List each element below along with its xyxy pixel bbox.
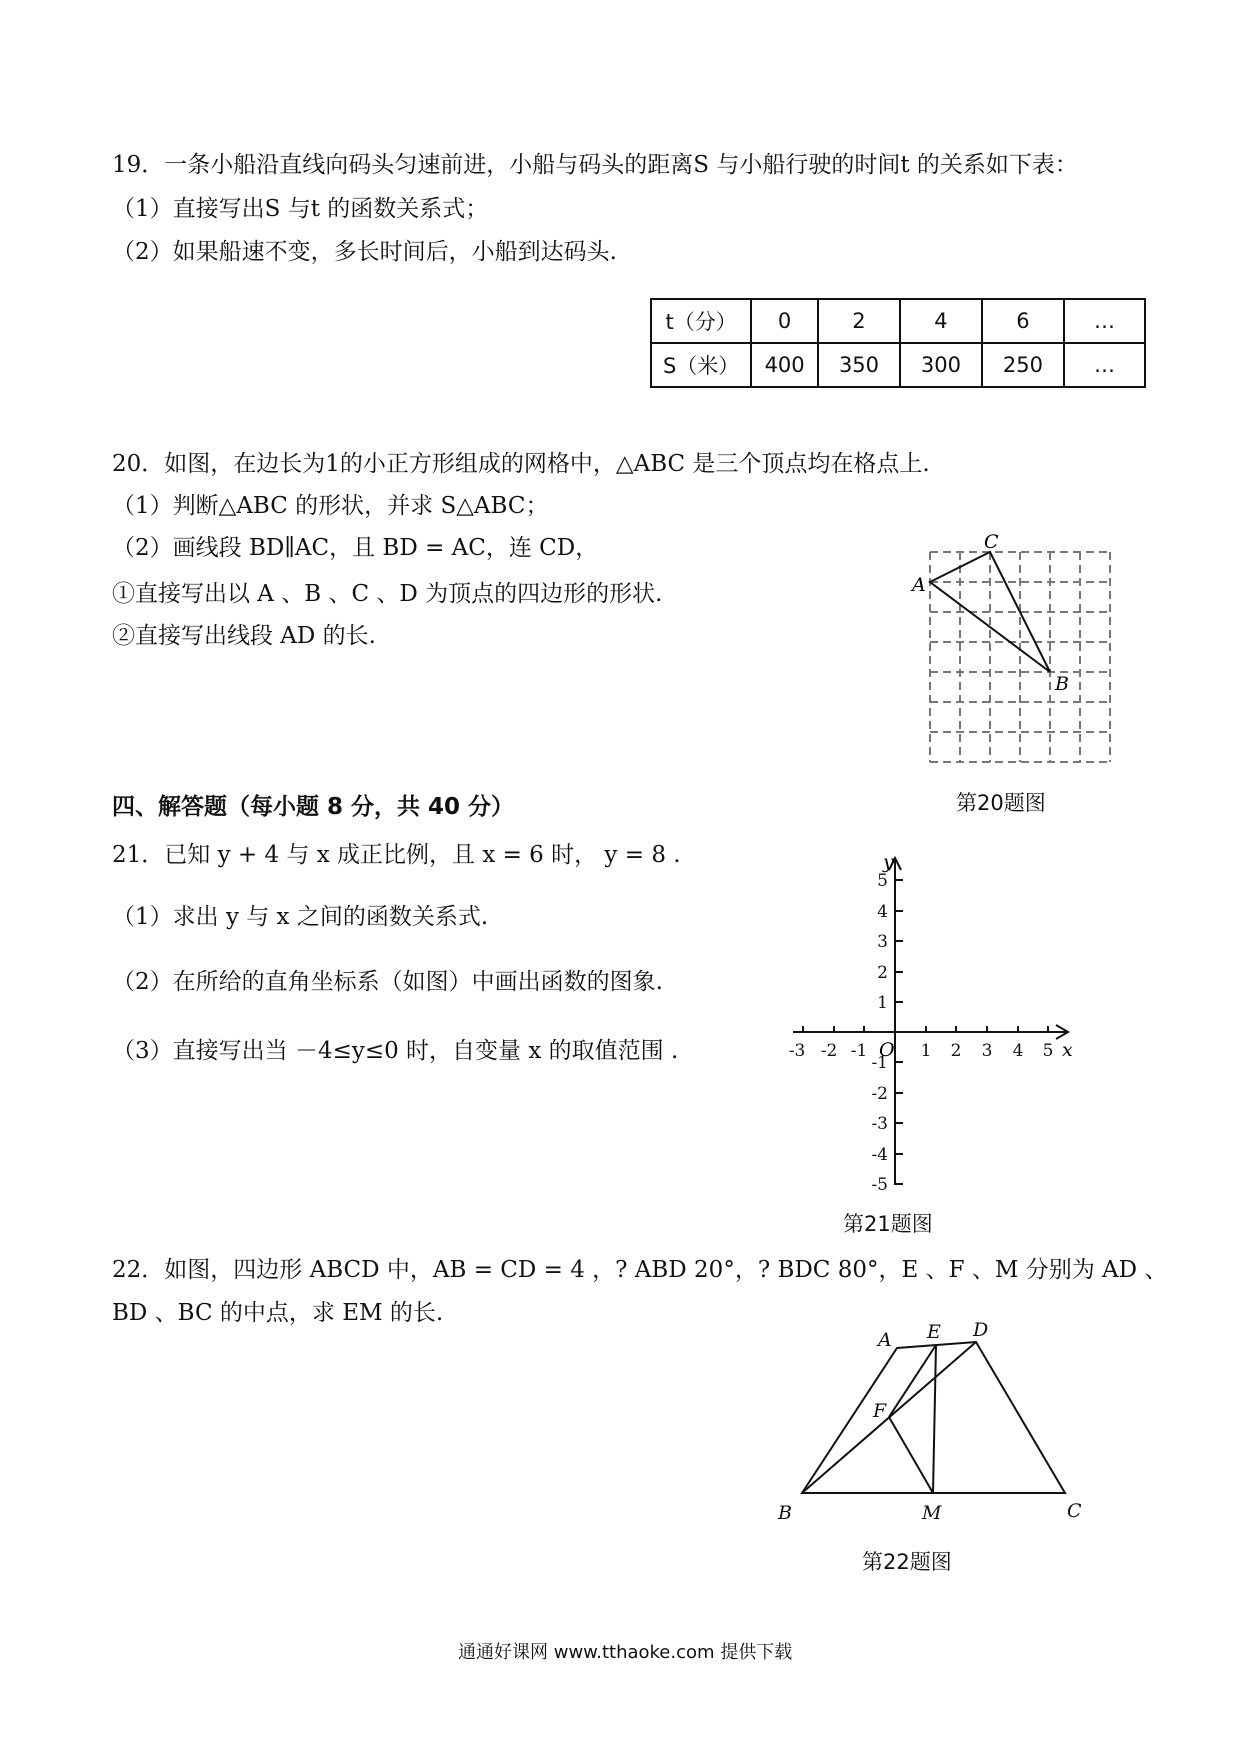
q19-table [650,298,1146,388]
q20-stem: 20．如图，在边长为1的小正方形组成的网格中，△ABC 是三个顶点均在格点上. [112,451,930,477]
table-cell: 2 [818,299,900,343]
table-cell: 300 [900,343,982,387]
x-tick-label: 1 [920,1041,932,1061]
q20-figure-caption: 第20题图 [956,791,1046,815]
table-cell: … [1064,343,1145,387]
label-m: M [922,1502,942,1524]
q20-sub2: ②直接写出线段 AD 的长. [112,623,376,649]
x-tick-label: 5 [1042,1041,1054,1061]
q19-part2: （2）如果船速不变，多长时间后，小船到达码头. [112,239,617,265]
label-b: B [1055,673,1069,695]
table-row [651,343,1145,387]
x-tick-label: -2 [820,1041,838,1061]
table-cell: 6 [982,299,1064,343]
y-tick-label: 3 [877,932,888,952]
y-axis-label: y [883,851,894,873]
q22-figure-caption: 第22题图 [862,1550,952,1574]
y-tick-label: 2 [877,963,888,983]
table-cell: t（分） [651,299,751,343]
table-cell: … [1064,299,1145,343]
label-c: C [1067,1500,1082,1522]
x-tick-label: -3 [788,1041,806,1061]
q21-part3: （3）直接写出当 －4≤y≤0 时，自变量 x 的取值范围 . [112,1038,679,1064]
q19-stem: 19．一条小船沿直线向码头匀速前进，小船与码头的距离S 与小船行驶的时间t 的关系如下表： [112,152,1078,178]
table-cell: 350 [818,343,900,387]
table-cell: S（米） [651,343,751,387]
table-cell: 400 [751,343,818,387]
label-d: D [973,1319,989,1341]
label-e: E [927,1321,941,1343]
q21-coordinate-figure [785,850,1085,1200]
dashed-grid [930,552,1110,762]
x-tick-label: 2 [950,1041,962,1061]
label-a: A [912,574,926,596]
y-tick-label: -3 [871,1114,888,1134]
q20-sub1: ①直接写出以 A 、B 、C 、D 为顶点的四边形的形状. [112,581,663,607]
q22-stem: 22．如图，四边形 ABCD 中，AB = CD = 4 ，? ABD 20°，? BDC 80°，E 、F 、M 分别为 AD 、 [112,1257,1168,1283]
x-axis-label: x [1062,1039,1073,1061]
q21-stem: 21．已知 y + 4 与 x 成正比例，且 x = 6 时， y = 8 . [112,842,681,868]
y-tick-label: -4 [871,1145,888,1165]
q22-quadrilateral-figure [770,1310,1100,1530]
x-tick-label: 3 [981,1041,993,1061]
label-b: B [778,1502,792,1524]
y-tick-label: -1 [871,1053,888,1073]
segment-fm [889,1417,933,1493]
table-cell: 0 [751,299,818,343]
y-tick-label: 5 [877,871,888,891]
footer-text: 通通好课网 www.tthaoke.com 提供下载 [458,1642,793,1663]
table-cell: 4 [900,299,982,343]
q20-grid-figure [905,528,1125,768]
segment-ef [889,1345,936,1417]
table-row [651,299,1145,343]
segment-em [933,1345,936,1493]
q22-stem-line2: BD 、BC 的中点，求 EM 的长. [112,1300,444,1326]
q19-part1: （1）直接写出S 与t 的函数关系式； [112,196,489,222]
label-a: A [878,1329,892,1351]
section4-title: 四、解答题（每小题 8 分，共 40 分） [112,794,515,820]
y-tick-label: -2 [871,1084,888,1104]
origin-label: O [879,1039,895,1061]
label-f: F [873,1400,887,1422]
y-tick-label: 4 [877,902,888,922]
q21-figure-caption: 第21题图 [843,1212,933,1236]
q20-part2: （2）画线段 BD∥AC，且 BD = AC，连 CD， [112,535,599,561]
label-c: C [984,531,999,553]
q21-part1: （1）求出 y 与 x 之间的函数关系式. [112,904,489,930]
y-tick-label: 1 [877,993,888,1013]
x-tick-label: 4 [1012,1041,1024,1061]
q20-part1: （1）判断△ABC 的形状，并求 S△ABC； [112,493,549,519]
table-cell: 250 [982,343,1064,387]
x-tick-label: -1 [850,1041,868,1061]
y-tick-label: -5 [871,1175,888,1195]
q21-part2: （2）在所给的直角坐标系（如图）中画出函数的图象. [112,969,663,995]
